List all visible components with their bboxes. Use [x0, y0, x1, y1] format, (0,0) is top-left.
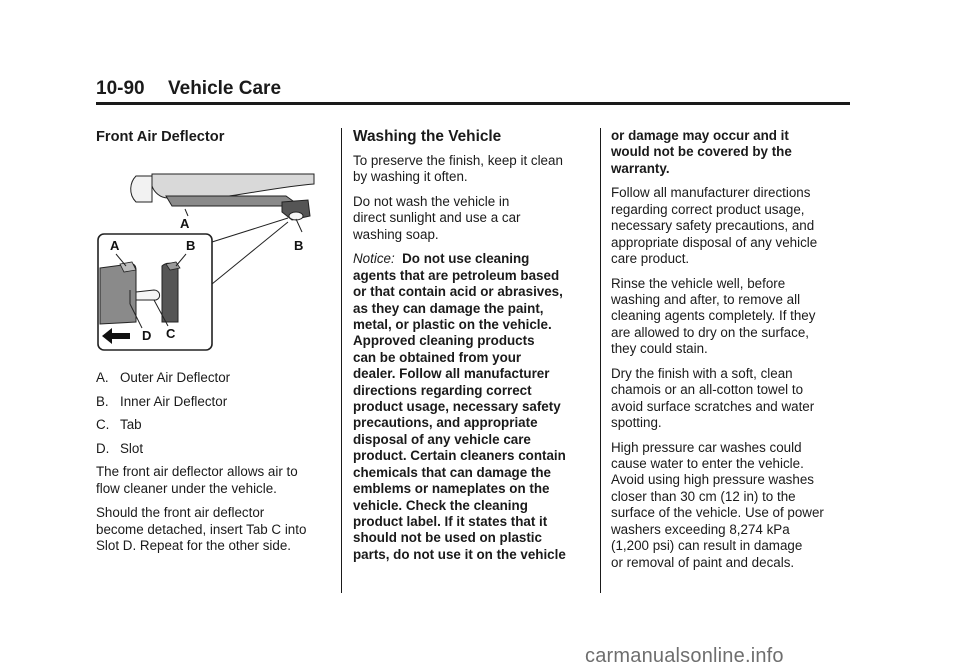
paragraph: Do not wash the vehicle in direct sunlight and use a car washing soap. [353, 194, 521, 242]
legend-item: C. Tab [96, 417, 142, 433]
notice-block: Notice: Do not use cleaning agents that are petroleum based or that contain acid or abrasives, as they can damage the paint, metal, or plastic on the vehicle. Approved cleaning products can be obtained from your dealer. Follow all manufacturer directions regarding correct product usage, necessary safety precautions, and appropriate disposal of any vehicle care product. Certain cleaners contain chemicals that can damage the emblems or nameplates on the vehicle. Check the cleaning product label. If it states that it should not be used on plastic parts, do not use it on the vehicle [353, 251, 566, 562]
running-header [96, 78, 848, 100]
zoom-line-bottom [212, 222, 288, 284]
notice-label: Notice: [353, 251, 395, 267]
paragraph: To preserve the finish, keep it clean by washing it often. [353, 153, 563, 185]
callout-b-right: B [294, 238, 304, 253]
paragraph: Dry the finish with a soft, clean chamois or an all-cotton towel to avoid surface scratches and water spotting. [611, 365, 815, 431]
legend-item: A. Outer Air Deflector [96, 370, 231, 385]
fender-shape [131, 176, 152, 202]
zoom-line-top [212, 218, 288, 242]
leader-b [296, 219, 302, 232]
column-washing-the-vehicle [353, 128, 591, 571]
tab-detail [289, 212, 303, 220]
header-rule [96, 102, 850, 105]
outer-deflector [166, 196, 300, 206]
notice-continued: or damage may occur and it would not be covered by the warranty. [611, 128, 792, 176]
paragraph: High pressure car washes could cause water to enter the vehicle. Avoid using high pressure washes closer than 30 cm (12 in) to the surface of the vehicle. Use of power washers exceeding 8,274 kPa (1,200 psi) can result in damage or removal of paint and decals. [611, 439, 824, 570]
callout-c-inset: C [166, 326, 176, 341]
callout-b-inset: B [186, 238, 196, 253]
callout-a-inset: A [110, 238, 120, 253]
leader-a [185, 209, 188, 216]
column-divider-2 [600, 128, 601, 593]
inset-outer-deflector [100, 264, 136, 324]
heading-washing-the-vehicle: Washing the Vehicle [353, 128, 502, 145]
callout-d-inset: D [142, 328, 152, 343]
watermark: carmanualsonline.info [585, 645, 784, 667]
column-divider-1 [341, 128, 342, 593]
paragraph: Should the front air deflector become detached, insert Tab C into Slot D. Repeat for the other side. [96, 505, 307, 554]
figure-legend [96, 370, 322, 457]
air-deflector-illustration [96, 172, 318, 354]
legend-item: D. Slot [96, 440, 144, 456]
legend-item: B. Inner Air Deflector [96, 393, 228, 409]
paragraph: The front air deflector allows air to flow cleaner under the vehicle. [96, 464, 298, 496]
heading-front-air-deflector: Front Air Deflector [96, 129, 225, 145]
page-number: 10-90 [96, 78, 145, 99]
paragraph: Rinse the vehicle well, before washing and after, to remove all cleaning agents completely. If they are allowed to dry on the surface, they could stain. [611, 275, 816, 357]
inset-inner-deflector [162, 263, 178, 322]
bumper-fascia [152, 174, 314, 198]
column-washing-continued [611, 128, 851, 579]
paragraph: Follow all manufacturer directions regarding correct product usage, necessary safety precautions, and appropriate disposal of any vehicle care product. [611, 185, 818, 267]
callout-a-top: A [180, 216, 190, 231]
inset-tab [136, 290, 160, 300]
section-title: Vehicle Care [168, 78, 282, 99]
